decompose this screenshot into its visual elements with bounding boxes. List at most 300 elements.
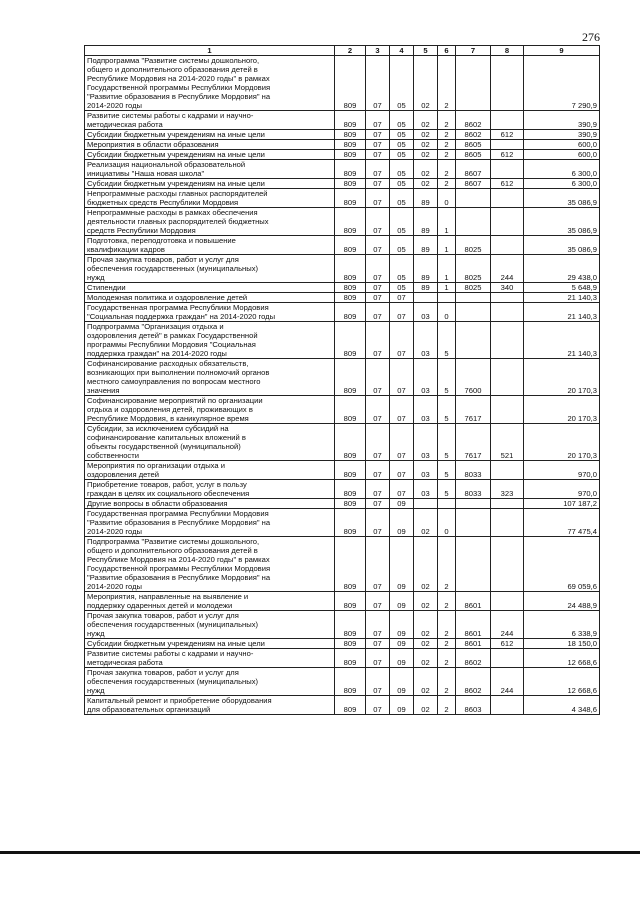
admin-code-cell: 809 xyxy=(335,255,366,283)
row-name-line: Развитие системы работы с кадрами и научно- xyxy=(87,111,254,120)
target-article-cell: 8602 xyxy=(456,111,491,130)
subprogram-cell: 2 xyxy=(438,160,456,179)
admin-code-cell: 809 xyxy=(335,140,366,150)
subsection-cell: 05 xyxy=(390,150,414,160)
amount-cell: 35 086,9 xyxy=(524,208,600,236)
amount-cell: 12 668,6 xyxy=(524,649,600,668)
subsection-cell: 09 xyxy=(390,509,414,537)
target-article-cell: 8602 xyxy=(456,649,491,668)
amount-cell: 21 140,3 xyxy=(524,303,600,322)
expense-type-cell xyxy=(491,359,524,396)
expense-type-cell xyxy=(491,140,524,150)
expense-type-cell xyxy=(491,208,524,236)
expense-type-cell: 323 xyxy=(491,480,524,499)
table-row xyxy=(85,150,600,160)
row-name xyxy=(85,111,335,130)
row-name-line: Субсидии бюджетным учреждениям на иные цели xyxy=(87,179,265,188)
table-row xyxy=(85,111,600,130)
program-cell: 02 xyxy=(414,696,438,715)
target-article-cell: 8601 xyxy=(456,639,491,649)
row-name-line: Стипендии xyxy=(87,283,126,292)
subsection-cell: 05 xyxy=(390,130,414,140)
subsection-cell: 09 xyxy=(390,696,414,715)
admin-code-cell: 809 xyxy=(335,150,366,160)
section-cell: 07 xyxy=(366,130,390,140)
row-name-line: Молодежная политика и оздоровление детей xyxy=(87,293,248,302)
expense-type-cell xyxy=(491,696,524,715)
target-article-cell: 8602 xyxy=(456,668,491,696)
expense-type-cell: 244 xyxy=(491,668,524,696)
table-row xyxy=(85,56,600,111)
subsection-cell: 05 xyxy=(390,255,414,283)
admin-code-cell: 809 xyxy=(335,639,366,649)
row-name-line: нужд xyxy=(87,629,105,638)
target-article-cell: 7617 xyxy=(456,424,491,461)
table-row xyxy=(85,255,600,283)
table-row xyxy=(85,649,600,668)
row-name-line: местного самоуправления по вопросам местного xyxy=(87,377,261,386)
amount-cell: 20 170,3 xyxy=(524,396,600,424)
row-name-line: для образовательных организаций xyxy=(87,705,211,714)
table-row xyxy=(85,480,600,499)
row-name-line: объекты государственной (муниципальной) xyxy=(87,442,241,451)
expense-type-cell xyxy=(491,293,524,303)
subsection-cell: 05 xyxy=(390,140,414,150)
row-name-line: программы Республики Мордовия "Социальная xyxy=(87,340,256,349)
row-name xyxy=(85,424,335,461)
table-row xyxy=(85,611,600,639)
amount-cell: 970,0 xyxy=(524,461,600,480)
expense-type-cell: 612 xyxy=(491,639,524,649)
row-name-line: нужд xyxy=(87,273,105,282)
section-cell: 07 xyxy=(366,208,390,236)
amount-cell: 4 348,6 xyxy=(524,696,600,715)
table-row xyxy=(85,130,600,140)
subsection-cell: 07 xyxy=(390,359,414,396)
section-cell: 07 xyxy=(366,424,390,461)
program-cell: 03 xyxy=(414,303,438,322)
row-name xyxy=(85,396,335,424)
program-cell: 03 xyxy=(414,359,438,396)
program-cell: 02 xyxy=(414,639,438,649)
row-name-line: софинансирование капитальных вложений в xyxy=(87,433,246,442)
row-name xyxy=(85,303,335,322)
row-name-line: 2014-2020 годы xyxy=(87,101,142,110)
amount-cell: 35 086,9 xyxy=(524,189,600,208)
target-article-cell: 8025 xyxy=(456,236,491,255)
expense-type-cell xyxy=(491,189,524,208)
table-row xyxy=(85,179,600,189)
admin-code-cell: 809 xyxy=(335,509,366,537)
row-name xyxy=(85,649,335,668)
section-cell: 07 xyxy=(366,649,390,668)
subprogram-cell: 5 xyxy=(438,461,456,480)
row-name xyxy=(85,255,335,283)
expense-type-cell: 244 xyxy=(491,255,524,283)
table-row xyxy=(85,208,600,236)
admin-code-cell: 809 xyxy=(335,179,366,189)
table-row xyxy=(85,140,600,150)
section-cell: 07 xyxy=(366,189,390,208)
row-name-line: Государственной программы Республики Мордовия xyxy=(87,83,271,92)
section-cell: 07 xyxy=(366,509,390,537)
admin-code-cell: 809 xyxy=(335,592,366,611)
row-name-line: Реализация национальной образовательной xyxy=(87,160,246,169)
row-name xyxy=(85,639,335,649)
program-cell: 89 xyxy=(414,236,438,255)
admin-code-cell: 809 xyxy=(335,293,366,303)
column-header: 7 xyxy=(456,46,491,56)
subsection-cell: 09 xyxy=(390,537,414,592)
section-cell: 07 xyxy=(366,696,390,715)
row-name-line: Прочая закупка товаров, работ и услуг для xyxy=(87,255,239,264)
expense-type-cell: 521 xyxy=(491,424,524,461)
admin-code-cell: 809 xyxy=(335,424,366,461)
program-cell: 02 xyxy=(414,649,438,668)
section-cell: 07 xyxy=(366,140,390,150)
row-name-line: Приобретение товаров, работ, услуг в пользу xyxy=(87,480,247,489)
subsection-cell: 07 xyxy=(390,424,414,461)
expense-type-cell xyxy=(491,396,524,424)
subprogram-cell: 2 xyxy=(438,611,456,639)
section-cell: 07 xyxy=(366,611,390,639)
admin-code-cell: 809 xyxy=(335,236,366,255)
program-cell: 02 xyxy=(414,150,438,160)
subprogram-cell: 2 xyxy=(438,592,456,611)
admin-code-cell: 809 xyxy=(335,480,366,499)
subprogram-cell: 2 xyxy=(438,130,456,140)
page-number: 276 xyxy=(582,30,600,44)
table-row xyxy=(85,283,600,293)
section-cell: 07 xyxy=(366,150,390,160)
table-row xyxy=(85,160,600,179)
admin-code-cell: 809 xyxy=(335,130,366,140)
expense-type-cell xyxy=(491,499,524,509)
amount-cell: 21 140,3 xyxy=(524,293,600,303)
row-name xyxy=(85,140,335,150)
program-cell: 89 xyxy=(414,189,438,208)
admin-code-cell: 809 xyxy=(335,537,366,592)
row-name xyxy=(85,236,335,255)
target-article-cell: 8601 xyxy=(456,611,491,639)
table-row xyxy=(85,639,600,649)
subsection-cell: 09 xyxy=(390,649,414,668)
target-article-cell: 8602 xyxy=(456,130,491,140)
row-name-line: Республике Мордовия на 2014-2020 годы" в рамках xyxy=(87,555,270,564)
amount-cell: 600,0 xyxy=(524,150,600,160)
row-name-line: Государственной программы Республики Мордовия xyxy=(87,564,271,573)
table-row xyxy=(85,189,600,208)
row-name-line: Республике Мордовия на 2014-2020 годы" в рамках xyxy=(87,74,270,83)
target-article-cell: 8033 xyxy=(456,480,491,499)
amount-cell: 20 170,3 xyxy=(524,359,600,396)
footer-rule xyxy=(0,851,640,854)
subsection-cell: 09 xyxy=(390,499,414,509)
subprogram-cell xyxy=(438,499,456,509)
program-cell xyxy=(414,499,438,509)
section-cell: 07 xyxy=(366,639,390,649)
row-name xyxy=(85,130,335,140)
amount-cell: 77 475,4 xyxy=(524,509,600,537)
subsection-cell: 07 xyxy=(390,303,414,322)
admin-code-cell: 809 xyxy=(335,649,366,668)
row-name-line: собственности xyxy=(87,451,139,460)
row-name-line: обеспечения государственных (муниципальных) xyxy=(87,620,259,629)
subsection-cell: 07 xyxy=(390,480,414,499)
row-name xyxy=(85,322,335,359)
row-name-line: Капитальный ремонт и приобретение оборудования xyxy=(87,696,272,705)
row-name-line: Подпрограмма "Развитие системы дошкольного, xyxy=(87,56,260,65)
program-cell: 89 xyxy=(414,283,438,293)
admin-code-cell: 809 xyxy=(335,696,366,715)
row-name-line: бюджетных средств Республики Мордовия xyxy=(87,198,239,207)
row-name xyxy=(85,56,335,111)
subsection-cell: 05 xyxy=(390,208,414,236)
row-name-line: Развитие системы работы с кадрами и научно- xyxy=(87,649,254,658)
section-cell: 07 xyxy=(366,160,390,179)
row-name xyxy=(85,179,335,189)
row-name-line: Прочая закупка товаров, работ и услуг для xyxy=(87,611,239,620)
program-cell: 02 xyxy=(414,160,438,179)
amount-cell: 29 438,0 xyxy=(524,255,600,283)
subsection-cell: 09 xyxy=(390,611,414,639)
row-name-line: возникающих при выполнении полномочий органов xyxy=(87,368,270,377)
target-article-cell: 8033 xyxy=(456,461,491,480)
row-name xyxy=(85,293,335,303)
table-row xyxy=(85,359,600,396)
expense-type-cell: 612 xyxy=(491,130,524,140)
row-name xyxy=(85,592,335,611)
row-name xyxy=(85,189,335,208)
section-cell: 07 xyxy=(366,236,390,255)
section-cell: 07 xyxy=(366,359,390,396)
row-name-line: граждан в целях их социального обеспечения xyxy=(87,489,250,498)
subprogram-cell: 0 xyxy=(438,189,456,208)
amount-cell: 20 170,3 xyxy=(524,424,600,461)
target-article-cell: 8607 xyxy=(456,160,491,179)
target-article-cell: 8605 xyxy=(456,140,491,150)
table-row xyxy=(85,537,600,592)
row-name-line: деятельности главных распорядителей бюджетных xyxy=(87,217,269,226)
amount-cell: 6 300,0 xyxy=(524,179,600,189)
row-name-line: Непрограммные расходы в рамках обеспечения xyxy=(87,208,258,217)
row-name-line: общего и дополнительного образования детей в xyxy=(87,546,258,555)
program-cell: 02 xyxy=(414,111,438,130)
program-cell: 89 xyxy=(414,255,438,283)
subsection-cell: 05 xyxy=(390,56,414,111)
amount-cell: 18 150,0 xyxy=(524,639,600,649)
row-name-line: Софинансирование расходных обязательств, xyxy=(87,359,249,368)
table-row xyxy=(85,322,600,359)
row-name-line: 2014-2020 годы xyxy=(87,527,142,536)
expense-type-cell: 612 xyxy=(491,150,524,160)
section-cell: 07 xyxy=(366,592,390,611)
row-name xyxy=(85,480,335,499)
program-cell: 03 xyxy=(414,424,438,461)
program-cell: 03 xyxy=(414,396,438,424)
row-name xyxy=(85,359,335,396)
section-cell: 07 xyxy=(366,396,390,424)
program-cell: 02 xyxy=(414,509,438,537)
admin-code-cell: 809 xyxy=(335,208,366,236)
subsection-cell: 05 xyxy=(390,236,414,255)
row-name xyxy=(85,668,335,696)
budget-table xyxy=(84,45,600,715)
row-name-line: средств Республики Мордовия xyxy=(87,226,196,235)
target-article-cell xyxy=(456,303,491,322)
row-name-line: Прочая закупка товаров, работ и услуг для xyxy=(87,668,239,677)
program-cell xyxy=(414,293,438,303)
target-article-cell xyxy=(456,293,491,303)
admin-code-cell: 809 xyxy=(335,322,366,359)
table-row xyxy=(85,668,600,696)
column-header: 3 xyxy=(366,46,390,56)
subprogram-cell: 1 xyxy=(438,236,456,255)
row-name xyxy=(85,509,335,537)
subprogram-cell: 2 xyxy=(438,56,456,111)
row-name-line: оздоровления детей" в рамках Государственной xyxy=(87,331,258,340)
expense-type-cell xyxy=(491,236,524,255)
section-cell: 07 xyxy=(366,322,390,359)
row-name-line: Субсидии бюджетным учреждениям на иные цели xyxy=(87,150,265,159)
subprogram-cell: 5 xyxy=(438,424,456,461)
row-name-line: Государственная программа Республики Мордовия xyxy=(87,303,269,312)
expense-type-cell: 612 xyxy=(491,179,524,189)
subsection-cell: 05 xyxy=(390,283,414,293)
table-row xyxy=(85,424,600,461)
amount-cell: 12 668,6 xyxy=(524,668,600,696)
amount-cell: 6 300,0 xyxy=(524,160,600,179)
program-cell: 03 xyxy=(414,322,438,359)
subsection-cell: 09 xyxy=(390,668,414,696)
section-cell: 07 xyxy=(366,461,390,480)
column-header: 2 xyxy=(335,46,366,56)
target-article-cell: 8025 xyxy=(456,255,491,283)
table-row xyxy=(85,592,600,611)
subsection-cell: 05 xyxy=(390,111,414,130)
admin-code-cell: 809 xyxy=(335,56,366,111)
target-article-cell: 7600 xyxy=(456,359,491,396)
column-header: 4 xyxy=(390,46,414,56)
row-name xyxy=(85,696,335,715)
admin-code-cell: 809 xyxy=(335,396,366,424)
target-article-cell xyxy=(456,322,491,359)
row-name-line: Подпрограмма "Организация отдыха и xyxy=(87,322,224,331)
subsection-cell: 05 xyxy=(390,189,414,208)
row-name-line: квалификации кадров xyxy=(87,245,165,254)
row-name-line: методическая работа xyxy=(87,120,163,129)
admin-code-cell: 809 xyxy=(335,303,366,322)
row-name-line: Подпрограмма "Развитие системы дошкольного, xyxy=(87,537,260,546)
table-row xyxy=(85,236,600,255)
subprogram-cell: 5 xyxy=(438,396,456,424)
row-name-line: инициативы "Наша новая школа" xyxy=(87,169,205,178)
subsection-cell: 07 xyxy=(390,461,414,480)
expense-type-cell: 340 xyxy=(491,283,524,293)
row-name xyxy=(85,461,335,480)
amount-cell: 970,0 xyxy=(524,480,600,499)
admin-code-cell: 809 xyxy=(335,359,366,396)
row-name-line: Субсидии бюджетным учреждениям на иные цели xyxy=(87,639,265,648)
program-cell: 02 xyxy=(414,537,438,592)
admin-code-cell: 809 xyxy=(335,111,366,130)
target-article-cell xyxy=(456,208,491,236)
program-cell: 02 xyxy=(414,592,438,611)
subsection-cell: 05 xyxy=(390,160,414,179)
row-name-line: Мероприятия, направленные на выявление и xyxy=(87,592,249,601)
row-name xyxy=(85,611,335,639)
program-cell: 02 xyxy=(414,140,438,150)
row-name xyxy=(85,150,335,160)
admin-code-cell: 809 xyxy=(335,189,366,208)
section-cell: 07 xyxy=(366,179,390,189)
program-cell: 02 xyxy=(414,668,438,696)
subsection-cell: 09 xyxy=(390,639,414,649)
column-header: 9 xyxy=(524,46,600,56)
subprogram-cell: 5 xyxy=(438,322,456,359)
row-name-line: поддержка граждан" на 2014-2020 годы xyxy=(87,349,227,358)
program-cell: 02 xyxy=(414,179,438,189)
row-name-line: поддержку одаренных детей и молодежи xyxy=(87,601,233,610)
section-cell: 07 xyxy=(366,537,390,592)
row-name-line: значения xyxy=(87,386,120,395)
amount-cell: 5 648,9 xyxy=(524,283,600,293)
table-row xyxy=(85,696,600,715)
section-cell: 07 xyxy=(366,283,390,293)
subprogram-cell: 1 xyxy=(438,208,456,236)
target-article-cell xyxy=(456,56,491,111)
section-cell: 07 xyxy=(366,668,390,696)
amount-cell: 21 140,3 xyxy=(524,322,600,359)
row-name-line: Непрограммные расходы главных распорядителей xyxy=(87,189,268,198)
row-name-line: Подготовка, переподготовка и повышение xyxy=(87,236,236,245)
target-article-cell: 8601 xyxy=(456,592,491,611)
table-row xyxy=(85,396,600,424)
subprogram-cell: 0 xyxy=(438,303,456,322)
section-cell: 07 xyxy=(366,111,390,130)
table-row xyxy=(85,303,600,322)
row-name xyxy=(85,283,335,293)
expense-type-cell xyxy=(491,322,524,359)
target-article-cell: 8607 xyxy=(456,179,491,189)
amount-cell: 107 187,2 xyxy=(524,499,600,509)
target-article-cell xyxy=(456,537,491,592)
expense-type-cell xyxy=(491,303,524,322)
table-row xyxy=(85,499,600,509)
subprogram-cell: 2 xyxy=(438,668,456,696)
target-article-cell xyxy=(456,509,491,537)
expense-type-cell xyxy=(491,160,524,179)
subsection-cell: 07 xyxy=(390,293,414,303)
subprogram-cell: 5 xyxy=(438,480,456,499)
row-name xyxy=(85,499,335,509)
amount-cell: 600,0 xyxy=(524,140,600,150)
row-name-line: Республике Мордовия, в каникулярное время xyxy=(87,414,249,423)
row-name xyxy=(85,537,335,592)
table-body xyxy=(85,46,600,715)
column-header-row xyxy=(85,46,600,56)
expense-type-cell xyxy=(491,649,524,668)
subsection-cell: 07 xyxy=(390,396,414,424)
row-name-line: отдыха и оздоровления детей, проживающих в xyxy=(87,405,253,414)
target-article-cell xyxy=(456,499,491,509)
subsection-cell: 07 xyxy=(390,322,414,359)
amount-cell: 6 338,9 xyxy=(524,611,600,639)
amount-cell: 390,9 xyxy=(524,111,600,130)
section-cell: 07 xyxy=(366,255,390,283)
target-article-cell: 8605 xyxy=(456,150,491,160)
target-article-cell: 8025 xyxy=(456,283,491,293)
